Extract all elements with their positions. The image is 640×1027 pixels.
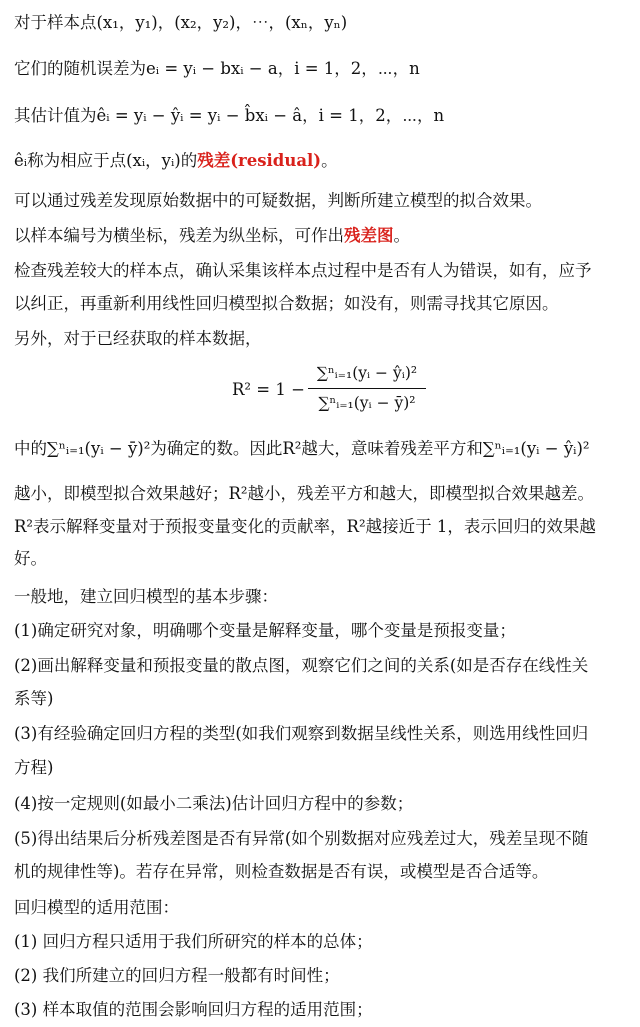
text-line-23: 回归模型的适用范围： bbox=[14, 898, 179, 917]
text-line-16: (2)画出解释变量和预报变量的散点图，观察它们之间的关系(如是否存在线性关 bbox=[14, 656, 589, 675]
text-line-14: 一般地，建立回归模型的基本步骤： bbox=[14, 587, 278, 606]
text-line-26: (3) 样本取值的范围会影响回归方程的适用范围； bbox=[14, 1000, 373, 1019]
text-line-25: (2) 我们所建立的回归方程一般都有时间性； bbox=[14, 966, 340, 985]
text-line-15: (1)确定研究对象，明确哪个变量是解释变量，哪个变量是预报变量； bbox=[14, 621, 516, 640]
text-line-12: R²表示解释变量对于预报变量变化的贡献率，R²越接近于 1，表示回归的效果越 bbox=[14, 517, 596, 536]
residual-term: 残差(residual) bbox=[197, 151, 322, 170]
line-4-suffix: 。 bbox=[321, 151, 338, 170]
text-line-10: 中的∑ⁿᵢ₌₁(yᵢ − ȳ)²为确定的数。因此R²越大，意味着残差平方和∑ⁿᵢ₌₁(yᵢ − ŷᵢ)² bbox=[14, 439, 590, 458]
r-squared-formula bbox=[232, 364, 432, 420]
formula-lhs: R² = 1 − bbox=[232, 380, 305, 399]
text-line-4 bbox=[14, 150, 630, 172]
line-4-text: êᵢ称为相应于点(xᵢ，yᵢ)的 bbox=[14, 151, 198, 170]
residual-plot-term: 残差图 bbox=[344, 226, 394, 245]
line-6-suffix: 。 bbox=[393, 226, 410, 245]
text-line-22: 机的规律性等)。若存在异常，则检查数据是否有误，或模型是否合适等。 bbox=[14, 862, 549, 881]
text-line-20: (4)按一定规则(如最小二乘法)估计回归方程中的参数； bbox=[14, 794, 414, 813]
text-line-19: 方程) bbox=[14, 758, 54, 777]
text-line-5: 可以通过残差发现原始数据中的可疑数据，判断所建立模型的拟合效果。 bbox=[14, 191, 542, 210]
text-line-24: (1) 回归方程只适用于我们所研究的样本的总体； bbox=[14, 932, 373, 951]
text-line-8: 以纠正，再重新利用线性回归模型拟合数据；如没有，则需寻找其它原因。 bbox=[14, 294, 559, 313]
text-line-18: (3)有经验确定回归方程的类型(如我们观察到数据呈线性关系，则选用线性回归 bbox=[14, 724, 589, 743]
text-line-21: (5)得出结果后分析残差图是否有异常(如个别数据对应残差过大，残差呈现不随 bbox=[14, 829, 589, 848]
text-line-7: 检查残差较大的样本点，确认采集该样本点过程中是否有人为错误，如有，应予 bbox=[14, 261, 592, 280]
text-line-6 bbox=[14, 225, 630, 247]
text-line-17: 系等) bbox=[14, 689, 54, 708]
text-line-9: 另外，对于已经获取的样本数据， bbox=[14, 329, 262, 348]
text-line-13: 好。 bbox=[14, 549, 47, 568]
line-6-text: 以样本编号为横坐标，残差为纵坐标，可作出 bbox=[14, 226, 344, 245]
text-line-3: 其估计值为êᵢ = yᵢ − ŷᵢ = yᵢ − b̂xᵢ − â，i = 1，2，⋯，n bbox=[14, 106, 445, 125]
text-line-11: 越小，即模型拟合效果越好；R²越小，残差平方和越大，即模型拟合效果越差。 bbox=[14, 484, 595, 503]
fraction-bar bbox=[308, 388, 426, 389]
text-line-2: 它们的随机误差为eᵢ = yᵢ − bxᵢ − a，i = 1，2，⋯，n bbox=[14, 59, 420, 78]
formula-numerator: ∑ⁿᵢ₌₁(yᵢ − ŷᵢ)² bbox=[316, 364, 418, 382]
formula-denominator: ∑ⁿᵢ₌₁(yᵢ − ȳ)² bbox=[318, 394, 416, 412]
text-line-1: 对于样本点(x₁，y₁)，(x₂，y₂)，⋯，(xₙ，yₙ) bbox=[14, 13, 348, 32]
